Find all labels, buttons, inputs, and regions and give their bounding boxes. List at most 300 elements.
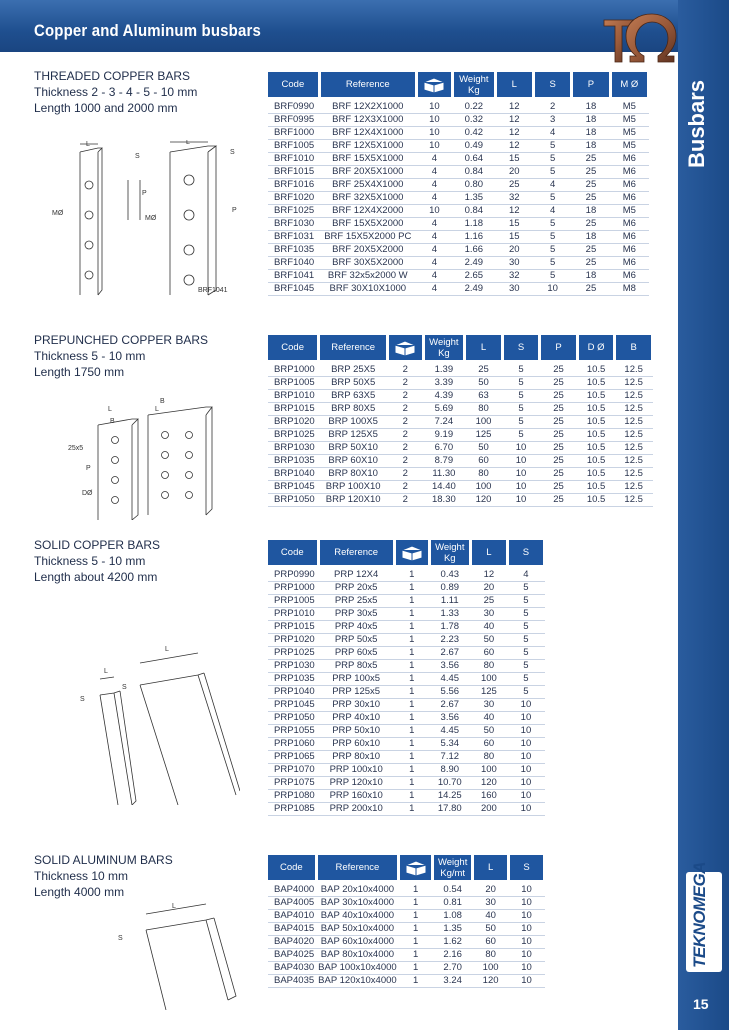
table-cell: BRF1000 (268, 127, 319, 140)
table-cell: BRP 63X5 (319, 390, 388, 403)
table-cell: PRP1005 (268, 595, 318, 608)
table-cell: BRP 120X10 (319, 494, 388, 507)
table-cell: PRP 30x10 (318, 699, 394, 712)
table-row (268, 364, 653, 377)
table-cell: 32 (495, 192, 533, 205)
table-cell: 4 (416, 153, 452, 166)
table-row (268, 686, 545, 699)
table-cell: 5 (507, 647, 544, 660)
svg-text:L: L (155, 406, 159, 413)
table-cell: 12.5 (615, 377, 653, 390)
svg-text:L: L (108, 406, 112, 413)
table-cell: PRP1055 (268, 725, 318, 738)
table-cell: 25 (465, 364, 503, 377)
table-cell: 10 (507, 803, 544, 816)
table-cell: 25 (572, 218, 610, 231)
section-heading: THREADED COPPER BARS (34, 69, 191, 83)
drawing-label: BRF1041 (198, 287, 228, 294)
table-row (268, 582, 545, 595)
col-code: Code (268, 335, 319, 360)
table-row (268, 231, 649, 244)
table-cell: BRP 50X5 (319, 377, 388, 390)
table-cell: 0.32 (453, 114, 496, 127)
section-heading: SOLID ALUMINUM BARS (34, 853, 173, 867)
table-cell: 10 (533, 283, 571, 296)
table-cell: 4 (533, 127, 571, 140)
table-cell: 15 (495, 218, 533, 231)
table-cell: 1 (399, 975, 433, 988)
threaded-bars-table (268, 72, 650, 296)
table-cell: 2 (388, 403, 423, 416)
table-cell: BRP1020 (268, 416, 319, 429)
table-row (268, 416, 653, 429)
table-cell: 10.5 (577, 403, 615, 416)
table-cell: 25 (540, 468, 578, 481)
table-cell: M6 (610, 153, 648, 166)
table-row (268, 777, 545, 790)
table-cell: PRP1010 (268, 608, 318, 621)
table-cell: BRF1045 (268, 283, 319, 296)
table-cell: 0.43 (429, 569, 470, 582)
prepunched-bars-table (268, 335, 654, 507)
table-cell: 18 (572, 231, 610, 244)
table-cell: 5 (507, 673, 544, 686)
table-cell: 4 (416, 244, 452, 257)
table-cell: 4 (416, 257, 452, 270)
table-cell: BRP1035 (268, 455, 319, 468)
table-cell: 3.56 (429, 660, 470, 673)
table-cell: BRF 15X5X2000 PC (319, 231, 416, 244)
table-cell: 12.5 (615, 494, 653, 507)
table-cell: 1.08 (433, 910, 473, 923)
table-cell: 25 (572, 257, 610, 270)
table-cell: 5 (507, 608, 544, 621)
table-cell: BRF1020 (268, 192, 319, 205)
table-cell: 4 (507, 569, 544, 582)
table-cell: 80 (465, 468, 503, 481)
table-row (268, 660, 545, 673)
table-row (268, 468, 653, 481)
table-cell: 12 (495, 127, 533, 140)
table-row (268, 923, 545, 936)
table-cell: BAP4020 (268, 936, 316, 949)
table-cell: 0.42 (453, 127, 496, 140)
table-cell: BAP 60x10x4000 (316, 936, 399, 949)
table-cell: 5 (502, 390, 540, 403)
table-cell: PRP 60x10 (318, 738, 394, 751)
table-cell: 0.84 (453, 205, 496, 218)
table-cell: 10 (507, 712, 544, 725)
table-row (268, 481, 653, 494)
table-cell: 5 (507, 634, 544, 647)
table-cell: BRP1010 (268, 390, 319, 403)
table-cell: 10 (509, 910, 545, 923)
table-cell: BRF 32X5X1000 (319, 192, 416, 205)
table-cell: 1.62 (433, 936, 473, 949)
table-cell: BRP1050 (268, 494, 319, 507)
table-cell: M5 (610, 127, 648, 140)
table-cell: 10 (507, 751, 544, 764)
table-cell: 1.16 (453, 231, 496, 244)
section-title-aluminum (34, 852, 173, 900)
omega-logo-icon (600, 6, 678, 68)
table-cell: 4 (416, 192, 452, 205)
table-cell: 1 (399, 936, 433, 949)
col-l: L (465, 335, 503, 360)
table-cell: 0.22 (453, 101, 496, 114)
table-cell: 2.49 (453, 283, 496, 296)
table-row (268, 390, 653, 403)
solid-copper-bars-table (268, 540, 546, 816)
table-cell: 80 (465, 403, 503, 416)
table-cell: BRP 25X5 (319, 364, 388, 377)
table-cell: 100 (465, 416, 503, 429)
table-cell: 20 (495, 244, 533, 257)
table-cell: 5.69 (423, 403, 465, 416)
table-cell: 12.5 (615, 403, 653, 416)
table-cell: 10 (507, 764, 544, 777)
table-cell: 10 (509, 949, 545, 962)
svg-text:B: B (110, 418, 115, 425)
table-row (268, 608, 545, 621)
svg-text:MØ: MØ (52, 210, 64, 217)
table-cell: 1 (394, 725, 429, 738)
table-row (268, 218, 649, 231)
table-row (268, 936, 545, 949)
table-cell: 10.5 (577, 429, 615, 442)
table-row (268, 494, 653, 507)
table-cell: PRP 25x5 (318, 595, 394, 608)
table-cell: PRP1075 (268, 777, 318, 790)
table-cell: 160 (470, 790, 507, 803)
table-cell: PRP 80x5 (318, 660, 394, 673)
svg-text:S: S (135, 153, 140, 160)
table-cell: 5.56 (429, 686, 470, 699)
table-cell: 20 (470, 582, 507, 595)
table-cell: PRP 200x10 (318, 803, 394, 816)
table-row (268, 673, 545, 686)
table-cell: 10 (507, 725, 544, 738)
table-row (268, 962, 545, 975)
table-cell: 2 (388, 377, 423, 390)
table-cell: PRP1025 (268, 647, 318, 660)
table-cell: 12.5 (615, 455, 653, 468)
brand-logo-text: TEKNOMEGA (690, 862, 709, 968)
table-cell: 1 (394, 764, 429, 777)
table-cell: 5 (533, 166, 571, 179)
table-cell: BRF1025 (268, 205, 319, 218)
table-cell: 25 (540, 481, 578, 494)
table-cell: 7.12 (429, 751, 470, 764)
table-cell: 10 (502, 481, 540, 494)
table-cell: 0.81 (433, 897, 473, 910)
table-cell: BRF1005 (268, 140, 319, 153)
svg-text:L: L (165, 646, 169, 653)
col-weight: Weight Kg (423, 335, 465, 360)
table-cell: BRF1040 (268, 257, 319, 270)
table-cell: M6 (610, 192, 648, 205)
col-package (416, 72, 452, 97)
col-m: M Ø (610, 72, 648, 97)
table-cell: 11.30 (423, 468, 465, 481)
table-cell: 1.78 (429, 621, 470, 634)
svg-text:L: L (86, 141, 90, 148)
table-cell: 2.70 (433, 962, 473, 975)
table-cell: 18 (572, 114, 610, 127)
table-cell: 1 (399, 949, 433, 962)
table-cell: 1 (399, 962, 433, 975)
table-cell: BRF1010 (268, 153, 319, 166)
table-cell: BRP 60X10 (319, 455, 388, 468)
col-l: L (495, 72, 533, 97)
table-cell: 10.5 (577, 481, 615, 494)
col-l: L (473, 855, 509, 880)
table-cell: 1.11 (429, 595, 470, 608)
table-cell: 125 (470, 686, 507, 699)
table-cell: BRF 15X5X1000 (319, 153, 416, 166)
table-cell: BRF1035 (268, 244, 319, 257)
table-cell: 20 (473, 884, 509, 897)
table-cell: 10 (502, 494, 540, 507)
table-cell: 18 (572, 127, 610, 140)
table-cell: BAP 80x10x4000 (316, 949, 399, 962)
col-package (388, 335, 423, 360)
table-cell: 10 (416, 101, 452, 114)
table-cell: M6 (610, 244, 648, 257)
section-length: Length 1000 and 2000 mm (34, 101, 178, 115)
table-cell: 2 (388, 455, 423, 468)
table-cell: 12 (495, 114, 533, 127)
table-cell: 1 (394, 686, 429, 699)
table-cell: BAP 50x10x4000 (316, 923, 399, 936)
table-cell: 25 (572, 244, 610, 257)
table-cell: 63 (465, 390, 503, 403)
table-cell: 50 (470, 634, 507, 647)
table-cell: 50 (465, 442, 503, 455)
table-cell: BAP4015 (268, 923, 316, 936)
table-cell: BRP1015 (268, 403, 319, 416)
table-cell: 2 (388, 390, 423, 403)
table-cell: 10 (502, 468, 540, 481)
table-cell: PRP1020 (268, 634, 318, 647)
table-cell: 1.18 (453, 218, 496, 231)
section-thickness: Thickness 5 - 10 mm (34, 349, 146, 363)
table-cell: BRF 30X5X2000 (319, 257, 416, 270)
table-cell: 5 (533, 257, 571, 270)
table-cell: BRP1040 (268, 468, 319, 481)
table-cell: 1 (394, 582, 429, 595)
table-cell: 32 (495, 270, 533, 283)
table-cell: 12.5 (615, 468, 653, 481)
table-cell: 1 (394, 647, 429, 660)
table-cell: 1 (399, 923, 433, 936)
table-cell: BRF1031 (268, 231, 319, 244)
table-cell: BAP4005 (268, 897, 316, 910)
table-cell: M5 (610, 101, 648, 114)
table-cell: 1 (394, 595, 429, 608)
table-cell: 10 (507, 738, 544, 751)
table-cell: 2.16 (433, 949, 473, 962)
table-cell: PRP1045 (268, 699, 318, 712)
section-title-solid-copper (34, 537, 160, 585)
table-cell: 30 (495, 257, 533, 270)
table-cell: 0.49 (453, 140, 496, 153)
table-cell: 15 (495, 231, 533, 244)
table-cell: BRP1030 (268, 442, 319, 455)
table-cell: 10 (509, 975, 545, 988)
table-cell: 5 (507, 595, 544, 608)
table-row (268, 621, 545, 634)
table-cell: 12.5 (615, 481, 653, 494)
table-cell: BRP 80X10 (319, 468, 388, 481)
table-cell: PRP1000 (268, 582, 318, 595)
table-cell: BAP4030 (268, 962, 316, 975)
table-cell: 7.24 (423, 416, 465, 429)
table-cell: 40 (473, 910, 509, 923)
table-cell: BRF 12X5X1000 (319, 140, 416, 153)
table-cell: BAP 30x10x4000 (316, 897, 399, 910)
table-cell: 18 (572, 140, 610, 153)
table-cell: 25 (540, 403, 578, 416)
table-cell: 5 (502, 403, 540, 416)
col-code: Code (268, 72, 319, 97)
svg-text:P: P (86, 465, 91, 472)
table-cell: 12.5 (615, 364, 653, 377)
table-cell: 14.25 (429, 790, 470, 803)
svg-text:L: L (172, 903, 176, 910)
table-cell: BRF1041 (268, 270, 319, 283)
table-cell: 25 (540, 455, 578, 468)
table-cell: 0.54 (433, 884, 473, 897)
table-cell: 1 (394, 660, 429, 673)
table-cell: 14.40 (423, 481, 465, 494)
table-cell: PRP 100x10 (318, 764, 394, 777)
table-cell: PRP 160x10 (318, 790, 394, 803)
section-thickness: Thickness 10 mm (34, 869, 129, 883)
table-cell: 1.35 (433, 923, 473, 936)
table-cell: 5 (507, 621, 544, 634)
table-row (268, 949, 545, 962)
page-title: Copper and Aluminum busbars (34, 21, 261, 40)
table-row (268, 803, 545, 816)
table-cell: 5 (533, 270, 571, 283)
table-cell: PRP 50x5 (318, 634, 394, 647)
table-cell: 3.39 (423, 377, 465, 390)
table-cell: 3 (533, 114, 571, 127)
table-cell: 2.65 (453, 270, 496, 283)
table-cell: 1 (399, 910, 433, 923)
table-row (268, 725, 545, 738)
table-cell: 25 (495, 179, 533, 192)
table-cell: BAP4035 (268, 975, 316, 988)
table-cell: 12.5 (615, 429, 653, 442)
table-cell: 10 (416, 114, 452, 127)
table-row (268, 595, 545, 608)
table-row (268, 699, 545, 712)
svg-text:DØ: DØ (82, 490, 93, 497)
table-cell: 5 (507, 660, 544, 673)
table-row (268, 910, 545, 923)
table-cell: BRF 12X4X1000 (319, 127, 416, 140)
table-cell: 1 (394, 634, 429, 647)
col-p: P (572, 72, 610, 97)
table-cell: 25 (540, 416, 578, 429)
table-cell: 10 (416, 140, 452, 153)
table-cell: M8 (610, 283, 648, 296)
table-cell: 10.70 (429, 777, 470, 790)
table-cell: BRF1030 (268, 218, 319, 231)
table-cell: 25 (540, 442, 578, 455)
table-cell: PRP 120x10 (318, 777, 394, 790)
table-cell: PRP 50x10 (318, 725, 394, 738)
table-cell: PRP 80x10 (318, 751, 394, 764)
table-cell: BRP1025 (268, 429, 319, 442)
table-cell: 1 (399, 897, 433, 910)
table-cell: 10 (509, 884, 545, 897)
table-cell: 2 (388, 416, 423, 429)
col-weight: Weight Kg/mt (433, 855, 473, 880)
table-cell: 50 (470, 725, 507, 738)
table-cell: 12.5 (615, 416, 653, 429)
table-cell: 3.56 (429, 712, 470, 725)
table-row (268, 751, 545, 764)
table-cell: PRP 100x5 (318, 673, 394, 686)
table-cell: 80 (473, 949, 509, 962)
table-row (268, 738, 545, 751)
table-cell: BAP 20x10x4000 (316, 884, 399, 897)
table-cell: 1 (394, 803, 429, 816)
table-cell: PRP 40x5 (318, 621, 394, 634)
box-icon (399, 544, 425, 562)
table-cell: BRF 25X4X1000 (319, 179, 416, 192)
section-length: Length 1750 mm (34, 365, 125, 379)
table-cell: 30 (495, 283, 533, 296)
table-cell: 60 (465, 455, 503, 468)
table-cell: M5 (610, 140, 648, 153)
col-reference: Reference (316, 855, 399, 880)
table-cell: BRF0990 (268, 101, 319, 114)
table-cell: 125 (465, 429, 503, 442)
table-cell: 12 (495, 205, 533, 218)
table-cell: 2 (533, 101, 571, 114)
table-row (268, 790, 545, 803)
table-cell: 17.80 (429, 803, 470, 816)
table-cell: BRF 30X10X1000 (319, 283, 416, 296)
table-cell: 2.49 (453, 257, 496, 270)
table-cell: 10.5 (577, 455, 615, 468)
table-cell: BRF1015 (268, 166, 319, 179)
table-row (268, 101, 649, 114)
table-cell: BRP1045 (268, 481, 319, 494)
section-title-prepunched (34, 332, 208, 380)
table-row (268, 179, 649, 192)
svg-text:L: L (186, 140, 190, 146)
svg-text:P: P (232, 207, 237, 214)
table-row (268, 257, 649, 270)
table-cell: 5 (533, 192, 571, 205)
table-row (268, 192, 649, 205)
table-cell: 1 (399, 884, 433, 897)
table-cell: 60 (470, 738, 507, 751)
table-row (268, 140, 649, 153)
table-cell: BRF 12X3X1000 (319, 114, 416, 127)
table-cell: 120 (473, 975, 509, 988)
table-cell: 25 (540, 390, 578, 403)
table-cell: 25 (540, 429, 578, 442)
box-icon (421, 76, 447, 94)
col-s: S (502, 335, 540, 360)
table-cell: PRP 30x5 (318, 608, 394, 621)
